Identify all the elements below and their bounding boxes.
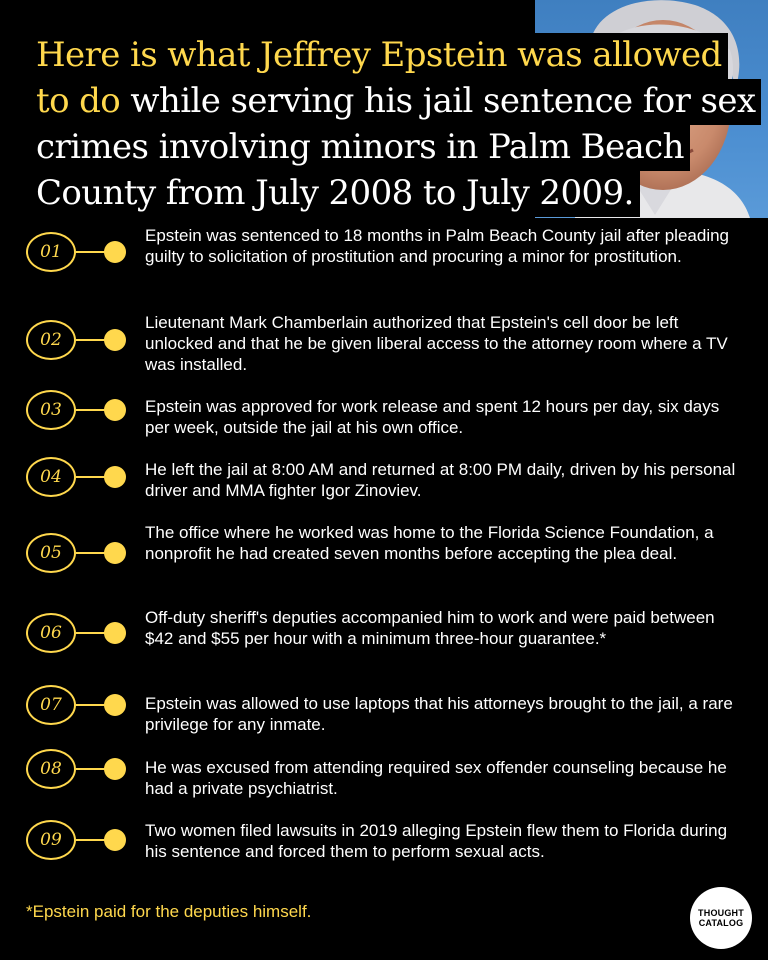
item-number-badge: 08: [26, 749, 76, 789]
headline-highlight-2: to do: [36, 81, 121, 121]
bullet-dot-icon: [104, 241, 126, 263]
connector-line: [76, 339, 106, 341]
footnote: *Epstein paid for the deputies himself.: [26, 902, 312, 921]
item-text: He left the jail at 8:00 AM and returned at 8:00 PM daily, driven by his personal driver and MMA fighter Igor Zinoviev.: [145, 460, 736, 500]
connector-line: [76, 251, 106, 253]
connector-line: [76, 839, 106, 841]
item-text: He was excused from attending required sex offender counseling because he had a private psychiatrist.: [145, 758, 727, 798]
bullet-dot-icon: [104, 542, 126, 564]
item-text: Epstein was allowed to use laptops that his attorneys brought to the jail, a rare privilege for any inmate.: [145, 694, 733, 734]
item-number-badge: 01: [26, 232, 76, 272]
item-number-badge: 02: [26, 320, 76, 360]
connector-line: [76, 768, 106, 770]
item-number-badge: 03: [26, 390, 76, 430]
item-number-badge: 09: [26, 820, 76, 860]
connector-line: [76, 409, 106, 411]
item-number-badge: 05: [26, 533, 76, 573]
headline-rest-2: while serving his jail sentence for sex: [120, 81, 756, 121]
item-text: Two women filed lawsuits in 2019 alleging Epstein flew them to Florida during his sentence and forced them to perform sexual acts.: [145, 821, 728, 861]
bullet-dot-icon: [104, 829, 126, 851]
connector-line: [76, 476, 106, 478]
item-text: The office where he worked was home to the Florida Science Foundation, a nonprofit he had created seven months before accepting the plea deal.: [145, 523, 714, 563]
bullet-dot-icon: [104, 758, 126, 780]
bullet-dot-icon: [104, 694, 126, 716]
item-text: Epstein was sentenced to 18 months in Palm Beach County jail after pleading guilty to solicitation of prostitution and procuring a minor for prostitution.: [145, 226, 730, 266]
item-number-badge: 06: [26, 613, 76, 653]
headline-line-4: County from July 2008 to July 2009.: [36, 171, 640, 217]
bullet-dot-icon: [104, 622, 126, 644]
connector-line: [76, 704, 106, 706]
logo-line-1: THOUGHT: [698, 908, 744, 918]
bullet-dot-icon: [104, 329, 126, 351]
bullet-dot-icon: [104, 399, 126, 421]
bullet-dot-icon: [104, 466, 126, 488]
headline-highlight-1: Here is what Jeffrey Epstein was allowed: [36, 35, 722, 75]
headline-line-3: crimes involving minors in Palm Beach: [36, 125, 690, 171]
connector-line: [76, 552, 106, 554]
thought-catalog-logo: [690, 887, 752, 949]
item-text: Off-duty sheriff's deputies accompanied him to work and were paid between $42 and $55 per hour with a minimum three-hour guarantee.*: [145, 608, 715, 648]
item-text: Epstein was approved for work release and spent 12 hours per day, six days per week, outside the jail at his own office.: [145, 397, 720, 437]
connector-line: [76, 632, 106, 634]
item-number-badge: 07: [26, 685, 76, 725]
logo-line-2: CATALOG: [698, 918, 744, 928]
item-text: Lieutenant Mark Chamberlain authorized that Epstein's cell door be left unlocked and that he be given liberal access to the attorney room where a TV was installed.: [145, 313, 728, 374]
item-number-badge: 04: [26, 457, 76, 497]
